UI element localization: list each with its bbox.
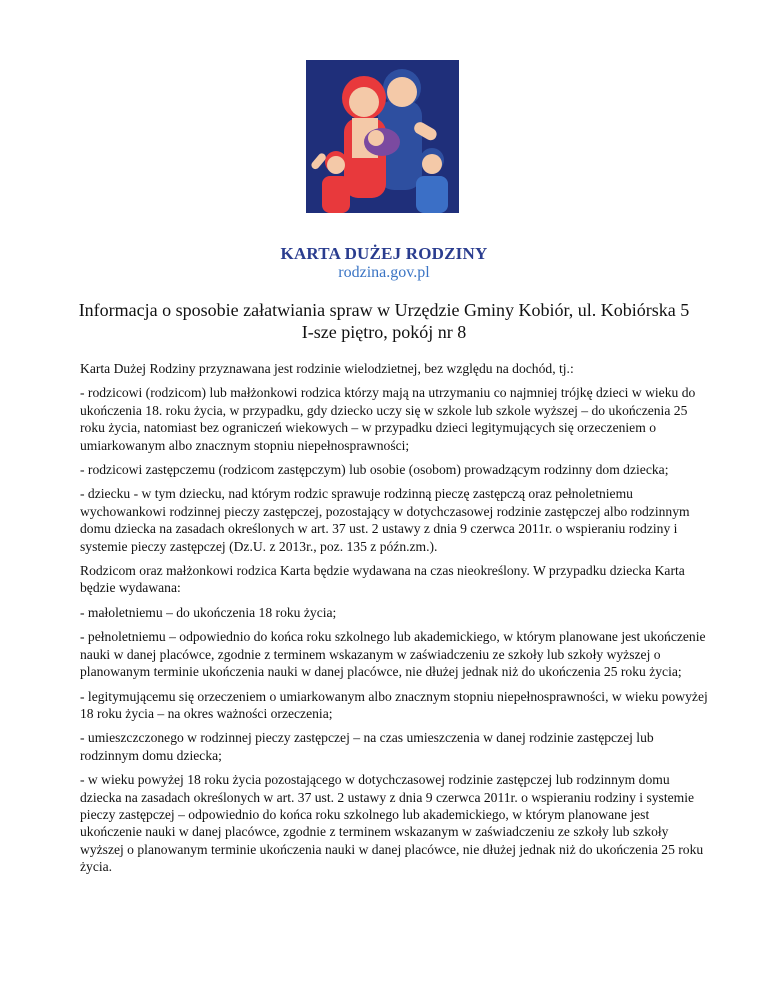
paragraph: - rodzicowi (rodzicom) lub małżonkowi rodzica którzy mają na utrzymaniu co najmniej trójkę dzieci w wieku do ukończenia 18. roku życia, w przypadku, gdy dziecko uczy się w szkole lub szkole wyższej – do ukończenia 25 roku życia, natomiast bez ograniczeń wiekowych – w przypadku dzieci legitymujących się orzeczeniem o umiarkowanym albo znacznym stopniu niepełnosprawności; [80,385,696,453]
logo [306,60,459,213]
paragraph: Karta Dużej Rodziny przyznawana jest rodzinie wielodzietnej, bez względu na dochód, tj.: [80,361,574,376]
paragraph: - umieszczczonego w rodzinnej pieczy zastępczej – na czas umieszczenia w danej rodzinie zastępczej lub rodzinnym domu dziecka; [80,730,654,763]
family-icon [306,60,459,213]
brand-title: KARTA DUŻEJ RODZINY [280,244,488,263]
paragraph: - legitymującemu się orzeczeniem o umiarkowanym albo znacznym stopniu niepełnosprawności, w wieku powyżej 18 roku życia – na okres ważności orzeczenia; [80,688,708,721]
paragraph: - pełnoletniemu – odpowiednio do końca roku szkolnego lub akademickiego, w którym planowane jest ukończenie nauki w danej placówce, zgodnie z terminem wskazanym w zaświadczeniu ze szkoły lub szkoły wyższej o planowanym terminie ukończenia nauki w danej placówce, nie dłużej jednak niż do ukończenia 25 roku życia; [80,629,706,680]
paragraph: Rodzicom oraz małżonkowi rodzica Karta będzie wydawana na czas nieokreślony. W przypadku dziecka Karta będzie wydawana: [80,563,685,596]
heading-line-2: I-sze piętro, pokój nr 8 [301,322,467,342]
paragraph: - rodzicowi zastępczemu (rodzicom zastępczym) lub osobie (osobom) prowadzącym rodzinny dom dziecka; [80,462,669,478]
paragraph: - dziecku - w tym dziecku, nad którym rodzic sprawuje rodzinną pieczę zastępczą oraz pełnoletniemu wychowankowi rodzinnej pieczy zastępczej, pozostający w dotychczasowej rodzinie zastępczej albo rodzinnym domu dziecka na zasadach określonych w art. 37 ust. 2 ustawy z dnia 9 czerwca 2011r. o wspieraniu rodziny i systemie pieczy zastępczej (Dz.U. z 2013r., poz. 135 z późn.zm.). [80,486,690,554]
heading-line-1: Informacja o sposobie załatwiania spraw w Urzędzie Gminy Kobiór, ul. Kobiórska 5 [78,300,690,320]
page-heading [40,299,728,343]
document-body [80,360,710,883]
paragraph: - w wieku powyżej 18 roku życia pozostającego w dotychczasowej rodzinie zastępczej lub rodzinnym domu dziecka na zasadach określonych w art. 37 ust. 2 ustawy z dnia 9 czerwca 2011r. o wspieraniu rodziny i systemie pieczy zastępczej – odpowiednio do końca roku szkolnego lub akademickiego, w którym planowane jest ukończenie nauki w danej placówce, zgodnie z terminem wskazanym w zaświadczeniu ze szkoły lub szkoły wyższej o planowanym terminie ukończenia nauki w danej placówce, nie dłużej jednak niż do ukończenia 25 roku życia. [80,772,704,875]
paragraph: - małoletniemu – do ukończenia 18 roku życia; [80,604,337,620]
brand-url[interactable]: rodzina.gov.pl [338,264,430,281]
